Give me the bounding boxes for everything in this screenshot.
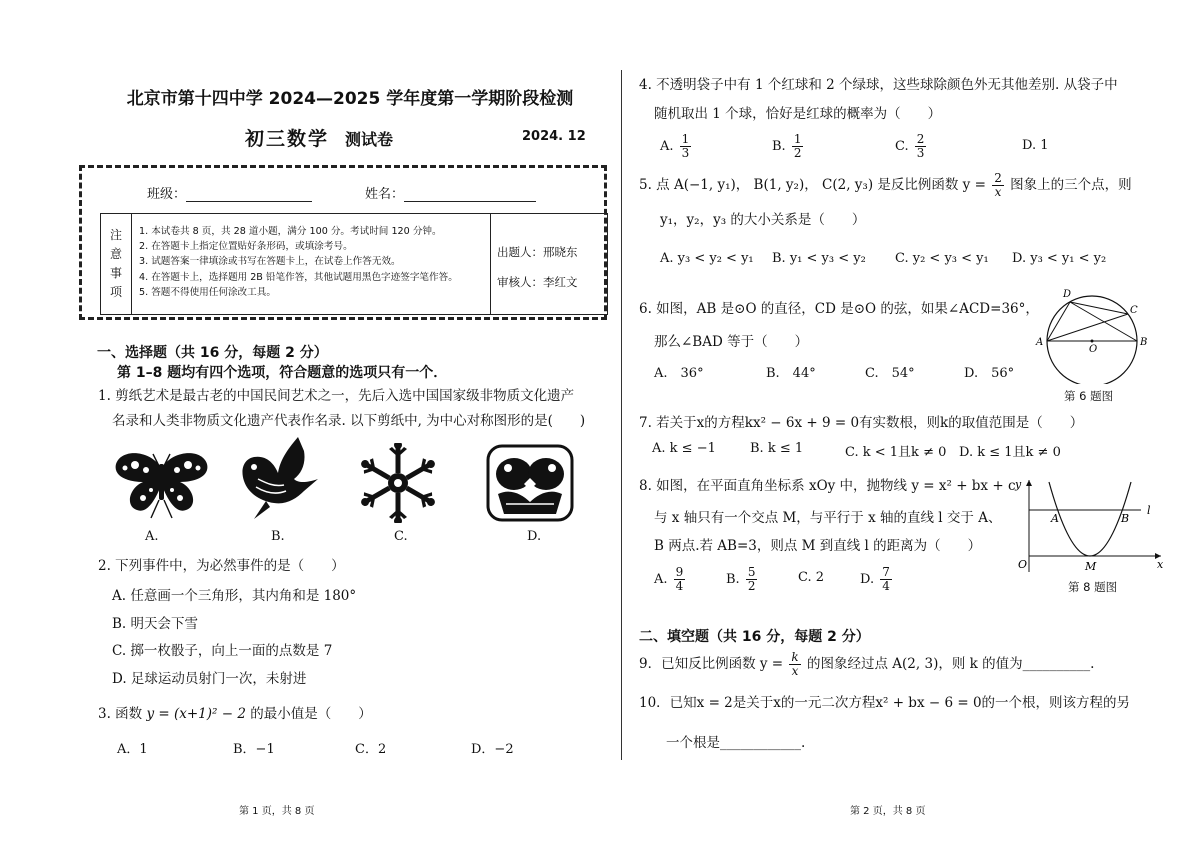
q6-line1: 6. 如图，AB 是⊙O 的直径，CD 是⊙O 的弦，如果∠ACD=36°， bbox=[639, 301, 1039, 317]
q8-parabola-figure bbox=[1009, 472, 1169, 576]
q2-option-d: D. 足球运动员射门一次，未射进 bbox=[112, 671, 307, 687]
q8-option-b: B. $\frac{5}{2}$ bbox=[726, 565, 756, 593]
notice-heading: 注 意 事 项 bbox=[101, 214, 132, 314]
q8-axis-y: y bbox=[1015, 478, 1022, 491]
notice-item: 5. 答题不得使用任何涂改工具。 bbox=[139, 286, 276, 298]
page-divider bbox=[621, 70, 622, 760]
q5-option-b: B. y₁ < y₃ < y₂ bbox=[772, 251, 866, 266]
class-label: 班级： bbox=[147, 187, 187, 202]
class-input-line[interactable] bbox=[186, 186, 312, 202]
q4-line1: 4. 不透明袋子中有 1 个红球和 2 个绿球，这些球除颜色外无其他差别. 从袋子中 bbox=[639, 77, 1118, 93]
q1-label-c: C. bbox=[394, 529, 408, 544]
q7-option-b: B. k ≤ 1 bbox=[750, 441, 804, 456]
q6-point-a: A bbox=[1036, 337, 1044, 348]
name-label: 姓名： bbox=[365, 187, 405, 202]
q5-line1: 5. 点 A(−1, y₁)， B(1, y₂)， C(2, y₃) 是反比例函数 y = $\frac{2}{x}$ 图象上的三个点，则 bbox=[639, 171, 1132, 199]
page-footer-left: 第 1 页，共 8 页 bbox=[239, 806, 315, 817]
q7-option-c: C. k < 1且k ≠ 0 bbox=[845, 445, 947, 460]
setter-label: 出题人：邢晓东 bbox=[497, 245, 578, 259]
q2-option-c: C. 掷一枚骰子，向上一面的点数是 7 bbox=[112, 643, 333, 659]
q1-label-b: B. bbox=[271, 529, 285, 544]
q6-point-d: D bbox=[1063, 289, 1072, 300]
q8-line2: 与 x 轴只有一个交点 M，与平行于 x 轴的直线 l 交于 A、 bbox=[654, 510, 1002, 526]
reviewer-label: 审核人：李红文 bbox=[497, 275, 578, 289]
q4-line2: 随机取出 1 个球，恰好是红球的概率为（ ） bbox=[654, 106, 942, 122]
name-field bbox=[365, 183, 536, 202]
section-2-heading: 二、填空题（共 16 分，每题 2 分） bbox=[639, 629, 870, 645]
q3-stem: 3. 函数 y = (x+1)² − 2 的最小值是（ ） bbox=[98, 706, 372, 722]
q1-label-a: A. bbox=[145, 529, 159, 544]
q6-point-o: O bbox=[1089, 344, 1098, 355]
notice-items bbox=[132, 214, 491, 314]
q6-option-a: A. 36° bbox=[654, 366, 704, 381]
q8-point-b: B bbox=[1121, 512, 1130, 525]
q8-line1: 8. 如图，在平面直角坐标系 xOy 中，抛物线 y = x² + bx + c bbox=[639, 478, 1016, 494]
notice-item: 3. 试题答案一律填涂或书写在答题卡上，在试卷上作答无效。 bbox=[139, 256, 401, 268]
q8-line-l: l bbox=[1147, 504, 1151, 517]
q4-option-d: D. 1 bbox=[1022, 138, 1049, 153]
class-field bbox=[147, 183, 312, 202]
q3-option-b: B．−1 bbox=[233, 742, 275, 757]
paper-type: 测试卷 bbox=[345, 130, 394, 149]
q6-option-d: D. 56° bbox=[964, 366, 1015, 381]
q3-option-c: C．2 bbox=[355, 742, 387, 757]
q10-line1: 10．已知x = 2是关于x的一元二次方程x² + bx − 6 = 0的一个根，则该方程的另 bbox=[639, 695, 1131, 711]
q6-point-b: B bbox=[1140, 337, 1148, 348]
q5-option-c: C. y₂ < y₃ < y₁ bbox=[895, 251, 989, 266]
q10-line2: 一个根是____________. bbox=[666, 735, 806, 751]
notice-item: 1. 本试卷共 8 页，共 28 道小题，满分 100 分。考试时间 120 分钟。 bbox=[139, 226, 442, 237]
exam-date: 2024. 12 bbox=[522, 129, 586, 144]
q8-option-d: D. $\frac{7}{4}$ bbox=[860, 565, 890, 593]
swallow-papercut-image bbox=[236, 433, 320, 523]
name-input-line[interactable] bbox=[404, 186, 536, 202]
q7-stem: 7. 若关于x的方程kx² − 6x + 9 = 0有实数根，则k的取值范围是（ ） bbox=[639, 415, 1084, 431]
q8-origin-o: O bbox=[1018, 558, 1028, 571]
page-footer-right: 第 2 页，共 8 页 bbox=[850, 806, 926, 817]
q1-line2: 名录和人类非物质文化遗产代表作名录. 以下剪纸中, 为中心对称图形的是( ) bbox=[112, 413, 586, 429]
q3-option-a: A．1 bbox=[117, 742, 148, 757]
q5-line2: y₁，y₂，y₃ 的大小关系是（ ） bbox=[660, 212, 866, 228]
q8-point-m: M bbox=[1085, 560, 1097, 573]
q2-option-a: A. 任意画一个三角形，其内角和是 180° bbox=[112, 588, 357, 604]
q5-option-d: D. y₃ < y₁ < y₂ bbox=[1012, 251, 1107, 266]
fish-papercut-image bbox=[486, 444, 574, 522]
q8-caption: 第 8 题图 bbox=[1068, 580, 1118, 594]
q6-circle-figure bbox=[1032, 284, 1158, 384]
q4-option-b: B. $\frac{1}{2}$ bbox=[772, 132, 802, 160]
butterfly-papercut-image bbox=[113, 448, 210, 520]
q8-axis-x: x bbox=[1157, 558, 1164, 571]
q6-option-c: C. 54° bbox=[865, 366, 915, 381]
staff-cell bbox=[491, 214, 607, 314]
q6-option-b: B. 44° bbox=[766, 366, 816, 381]
q7-option-d: D. k ≤ 1且k ≠ 0 bbox=[959, 445, 1061, 460]
q1-line1: 1. 剪纸艺术是最古老的中国民间艺术之一，先后入选中国国家级非物质文化遗产 bbox=[98, 388, 575, 404]
q4-option-c: C. $\frac{2}{3}$ bbox=[895, 132, 925, 160]
q6-line2: 那么∠BAD 等于（ ） bbox=[654, 334, 809, 350]
section-1-heading: 一、选择题（共 16 分，每题 2 分） bbox=[97, 345, 328, 361]
notice-item: 2. 在答题卡上指定位置贴好条形码，或填涂考号。 bbox=[139, 241, 353, 253]
notice-table bbox=[100, 213, 608, 315]
q8-option-a: A. $\frac{9}{4}$ bbox=[654, 565, 684, 593]
q6-caption: 第 6 题图 bbox=[1064, 389, 1114, 403]
right-page bbox=[624, 0, 1200, 847]
q3-option-d: D．−2 bbox=[471, 742, 514, 757]
section-1-note: 第 1–8 题均有四个选项，符合题意的选项只有一个． bbox=[117, 365, 448, 381]
snowflake-papercut-image bbox=[353, 443, 443, 523]
q8-point-a: A bbox=[1051, 512, 1059, 525]
q2-option-b: B. 明天会下雪 bbox=[112, 616, 199, 632]
q4-option-a: A. $\frac{1}{3}$ bbox=[660, 132, 690, 160]
subject-title: 初三数学 bbox=[245, 128, 330, 150]
notice-item: 4. 在答题卡上，选择题用 2B 铅笔作答，其他试题用黑色字迹签字笔作答。 bbox=[139, 271, 458, 283]
q9-stem: 9．已知反比例函数 y = $\frac{k}{x}$ 的图象经过点 A(2, 3)，则 k 的值为__________. bbox=[639, 650, 1095, 678]
q3-function: y = (x+1)² − 2 bbox=[146, 706, 246, 722]
exam-title: 北京市第十四中学 2024—2025 学年度第一学期阶段检测 bbox=[126, 89, 574, 109]
q1-label-d: D. bbox=[527, 529, 542, 544]
q8-line3: B 两点.若 AB=3，则点 M 到直线 l 的距离为（ ） bbox=[654, 538, 982, 554]
q2-stem: 2. 下列事件中，为必然事件的是（ ） bbox=[98, 558, 345, 574]
q6-point-c: C bbox=[1130, 305, 1138, 316]
q8-option-c: C. 2 bbox=[798, 570, 825, 585]
q7-option-a: A. k ≤ −1 bbox=[652, 441, 716, 456]
q5-option-a: A. y₃ < y₂ < y₁ bbox=[660, 251, 754, 266]
